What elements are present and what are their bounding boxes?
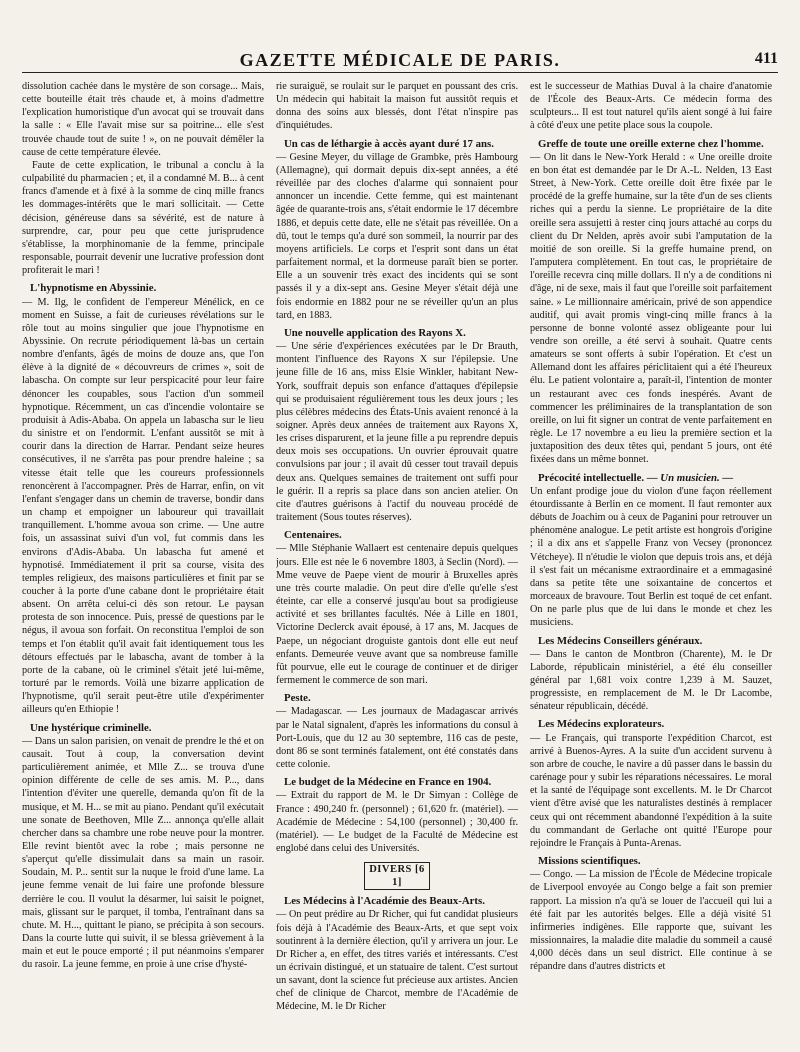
article-body-precocite: Un enfant prodige joue du violon d'une façon réellement étourdissante à Berlin en ce moment. Il faut remonter aux débuts de Joachim ou à ceux de Paganini pour retrouver un phénomène analogue. Le petit artiste est hongrois d'origine ; il a dix ans et s'appelle Franz von Vecsey (prononcez Vétcheye). Il n'étudie le violon que depuis trois ans, et déjà il s'est fait un mécanisme extraordinaire et a emmagasiné dans sa petite tête une soixantaine de concertos et morceaux de bravoure. Tout Berlin est toqué de cet enfant. On ne parle plus que de lui dans le monde et chez les musiciens. [530,485,772,629]
article-heading-peste: Peste. [284,692,311,705]
article-body-budget: — Extrait du rapport de M. le Dr Simyan : Collège de France : 490,240 fr. (personnel) ; 61,620 fr. (matériel). — Académie de Médecine : 54,100 (personnel) ; 30,400 fr. (matériel). — Le budget de la Faculté de Médecine est englobé dans celui des Universités. [276,790,518,854]
section-label-divers: DIVERS [6 1] [364,862,430,890]
article-heading-lethargie: Un cas de léthargie à accès ayant duré 17 ans. [284,137,494,150]
article-body-explorateurs: — Le Français, qui transporte l'expédition Charcot, est arrivé à Buenos-Ayres. A la suite d'un accident survenu à son arbre de couche, le navire a dû passer dans le bassin du carénage pour y subir les réparations nécessaires. Le moral et la santé de l'équipage sont excellents. M. le Dr Charcot vient d'être avisé que les naturalistes destinés à remplacer ceux qui ont récemment abandonné l'expédition à la suite du commandant de Gerlache ont quitté l'Europe pour rejoindre le Français à Punta-Arenas. [530,732,772,849]
article-body-hypnotisme: — M. Ilg, le confident de l'empereur Ménélick, en ce moment en Suisse, a fait de curieuses révélations sur le rôle tout au moins singulier que joue l'hypnotisme en Abyssinie. On recrute périodiquement là-bas un certain nombre d'enfants, âgés de moins de douze ans, que l'on élève à la dignité de « découvreurs de crimes », soit de labascha. On compte sur leur perspicacité pour leur faire dénoncer les coupables, sous l'action d'un sommeil hypnotique. Récemment, un cas d'incendie volontaire se produisit à Adis-Ababa. On appela un labascha sur le lieu du sinistre et on l'endormit. L'enfant aussitôt se mit à courir dans la direction de Harrar. Pendant seize heures consécutives, il ne s'arrêta pas pour prendre haleine ; sa vitesse était telle que les coureurs professionnels renoncèrent à l'accompagner. Près de Harrar, enfin, on vit l'enfant s'engager dans un chemin de traverse, bondir dans un champ et empoigner un laboureur qui travaillait tranquillement. L'homme avoua son crime. — Une autre fois, un assassinat suivi d'un vol, fut commis dans les environs d'Adis-Ababa. Un labascha fut amené et hypnotisé. Immédiatement il prit sa course, visita des temples religieux, des maisons particulières et finit par se coucher à la porte d'une cabane dont le propriétaire était absent. On arrêta celui-ci dès son retour. Le paysan protesta de son innocence. Puis, pressé de questions par le négus, il avoua son forfait. On reconstitua l'emploi de son temps et l'on établit qu'il avait fait identiquement tous les détours effectués par le labascha, avant de tomber à la porte de la cabane, où le criminel s'était jeté lui-même, torturé par le remords. Voilà une bizarre application de l'hypnotisme, qu'il serait peut-être utile d'expérimenter ailleurs qu'en Ethiopie ! [22,296,264,716]
article-heading-explorateurs: Les Médecins explorateurs. [538,718,665,731]
article-heading-hysterique: Une hystérique criminelle. [30,721,152,734]
heading-subtitle: — Un musicien. — [646,471,734,484]
article-body-conseillers: — Dans le canton de Montbron (Charente), M. le Dr Laborde, républicain ministériel, a été élu conseiller général par 1,681 voix contre 1,239 à M. Sauzet, progressiste, en remplacement de M. le Dr Lacombe, sénateur républicain, décédé. [530,648,772,713]
column-1 [22,80,264,1042]
heading-text: Précocité intellectuelle. [538,471,645,484]
page-number: 411 [754,50,778,67]
paragraph: est le successeur de Mathias Duval à la chaire d'anatomie de l'École des Beaux-Arts. Ce médecin forma des sculpteurs... Il est tout naturel qu'ils aient songé à lui faire à côté d'eux une petite place sous la coupole. [530,81,772,132]
paragraph: dissolution cachée dans le mystère de son corsage... Mais, cette bouteille était très chaude et, à moins d'admettre l'explication humoristique d'un avocat qui se trouvait dans la salle : « Elle l'avait mise sur sa poitrine... elle s'est trouvée chaude tout de suite ! », on ne pouvait démêler la cause de cette température élevée. [22,81,264,158]
column-2 [276,80,518,1042]
article-body-rayons: — Une série d'expériences exécutées par le Dr Brauth, montent l'influence des Rayons X sur l'épilepsie. Une jeune fille de 16 ans, miss Elsie Winkler, habitant New-York, souffrait depuis son enfance d'attaques d'épilepsie qui se produisaient régulièrement tous les deux jours ; les plus célèbres médecins des États-Unis avaient renoncé à la soigner. Après deux années de traitement aux Rayons X, les crises disparurent, et la jeune fille a pu reprendre depuis deux mois ses occupations. Un ouvrier éprouvait quatre convulsions par jour ; il avait dû cesser tout travail depuis deux ans. Quelques semaines de traitement ont suffi pour le guérir. Il a repris sa place dans son ancien atelier. On cite d'autres guérisons à l'actif du nouveau procédé de traitement (Sous toutes réserves). [276,341,518,524]
article-body-peste: — Madagascar. — Les journaux de Madagascar arrivés par le Natal signalent, d'après les informations du consul à Port-Louis, que du 12 au 30 septembre, 116 cas de peste, dont 86 se sont terminés fatalement, ont été constatés dans cette colonie. [276,706,518,770]
article-heading-rayons: Une nouvelle application des Rayons X. [284,326,466,339]
article-body-academie: — On peut prédire au Dr Richer, qui fut candidat plusieurs fois déjà à l'Académie des Beaux-Arts, et que sept voix soutinrent à la dernière élection, qu'il y arrivera un jour. Le Dr Richer a, en effet, des titres variés et intéressants. C'est un écrivain distingué, et un statuaire de talent. C'est surtout un savant, dont la science fut précieuse aux artistes. Ancien chef de clinique de Charcot, membre de l'Académie de Médecine, M. le Dr Richer [276,909,518,1013]
article-heading-centenaires: Centenaires. [284,529,342,542]
article-heading-greffe: Greffe de toute une oreille externe chez l'homme. [538,137,764,150]
article-heading-conseillers: Les Médecins Conseillers généraux. [538,634,703,647]
article-body-centenaires: — Mlle Stéphanie Wallaert est centenaire depuis quelques jours. Elle est née le 6 novembre 1803, à Seclin (Nord). — Mme veuve de Paepe vient de mourir à Bruxelles après une très courte maladie. On peut dire d'elle qu'elle s'est éteinte, car elle a conservé jusqu'au bout sa prodigieuse activité et ses brillantes facultés. Née à Lille en 1801, Victorine Declerck avait épousé, à 17 ans, M. Jacques de Paepe, un négociant droguiste gantois dont elle eut neuf enfants. Demeurée veuve avant que sa nombreuse famille fût pourvue, elle eut le courage de continuer et de diriger fermement le commerce de son mari. [276,543,518,687]
article-body-lethargie: — Gesine Meyer, du village de Grambke, près Hambourg (Allemagne), qui dormait depuis dix-sept années, a été réveillée par des cloches d'alarme qui sonnaient pour annoncer un incendie. Cette femme, qui est maintenant âgée de quarante-trois ans, s'était endormie le 17 décembre 1886, et depuis cette date, elle ne s'était pas réveillée. On a dû, tout le temps qu'a duré son sommeil, la nourrir par des moyens artificiels. Le corps et l'esprit sont dans un état parfaitement normal, et la dormeuse paraît bien se porter. Elle a un souvenir très exact des incidents qui se sont passés il y a dix-sept ans. Gesine Meyer s'était déjà une fois endormie en 1882 pour ne se réveiller qu'un an plus tard, en 1883. [276,151,518,321]
article-heading-precocite [530,472,772,485]
running-title: GAZETTE MÉDICALE DE PARIS. [239,50,561,70]
column-3 [530,80,772,1042]
article-heading-budget: Le budget de la Médecine en France en 1904. [284,776,492,789]
article-body-hysterique: — Dans un salon parisien, on venait de prendre le thé et on causait. Tout à coup, la conversation devint particulièrement animée, et Mlle Z... se trouva d'une opinion différente de celle de ses amis. M. P..., dans l'intention d'éviter une querelle, demanda qu'on fît de la musique, et M. H... se mit au piano. Pendant qu'il exécutait une sonate de Beethoven, Mlle Z... annonça qu'elle allait chercher dans sa chambre une robe neuve pour la montrer. Elle revint bientôt avec la robe ; mais personne ne s'aperçut qu'elle dissimulait dans sa main un rasoir. Soudain, M. P... sentit sur la nuque le froid d'une lame. La jeune femme venait de lui faire une profonde blessure derrière le cou. Il voulut la désarmer, lui saisit le poignet, mais, glissant sur le parquet, il tomba, l'entraînant dans sa chute. M. H..., quittant le piano, se précipita à son secours. Dans la courte lutte qui suivit, il se blessa grièvement à la main et eut le pouce emporté ; il put néanmoins s'emparer du rasoir. La jeune femme, en proie à une crise d'hysté- [22,735,264,971]
paragraph: rie suraiguë, se roulait sur le parquet en poussant des cris. Un médecin qui habitait la maison fut aussitôt requis et donna des soins aux blessés, dont l'état n'inspire pas d'inquiétudes. [276,81,518,132]
article-heading-academie: Les Médecins à l'Académie des Beaux-Arts. [284,895,485,908]
article-heading-hypnotisme: L'hypnotisme en Abyssinie. [30,282,157,295]
paragraph: Faute de cette explication, le tribunal a conclu à la culpabilité du pharmacien ; et, il a condamné M. B... à cent francs d'amende et à fixé à la somme de cinq mille francs les dommages-intérêts que le mari sollicitait. — Cette décision, généreuse dans sa sévérité, est de nature à surprendre, car, pour peu que cette jurisprudence s'établisse, la morphinomanie de la femme, principale responsable, pourrait devenir une lucrative profession dont profiterait le mari ! [22,159,264,277]
article-heading-missions: Missions scientifiques. [538,855,641,868]
article-body-greffe: — On lit dans le New-York Herald : « Une oreille droite en bon état est demandée par le Dr A.-L. Nelden, 13 East Street, à New-York. Cette oreille doit être fixée par le procédé de la greffe humaine, sur la tête d'un de ses clients riches qui a perdu la sienne. Le propriétaire de la dite oreille sera assujetti à rester cinq jours attaché au corps du client du Dr Nelden, après avoir subi l'amputation de la moitié de son oreille. Si la greffe humaine prend, on l'amputera complètement. En tout cas, le propriétaire de l'oreille recevra cinq mille dollars. Il n'y a de conditions ni d'âge, ni de sexe, mais il faut que l'oreille soit parfaitement saine. » Le millionnaire américain, privé de son appendice auditif, qui avait promis vingt-cinq mille francs à la personne de bonne volonté assez obligeante pour lui vendre son oreille, a été servi à souhait. Quatre cents amateurs se sont offerts à subir l'opération. Et c'est un Allemand dont les affaires périclitaient qui a été l'heureux élu. Le patient volontaire a, paraît-il, l'intention de monter un restaurant avec ces fonds inespérés. Avant de commencer les préliminaires de la transplantation de son oreille, on lui fit signer un contrat de vente parfaitement en règle. Le 17 novembre a eu lieu la première section et la juxtaposition des deux têtes qui, pendant 5 jours, ont été fixées dans un même bonnet. [530,151,772,466]
article-body-missions: — Congo. — La mission de l'École de Médecine tropicale de Liverpool envoyée au Congo belge a fait son premier rapport. La mission n'a qu'à se louer de l'accueil qui lui a été fait par les autorités belges. Elle a déjà visité 51 infirmeries indigènes. Elle rapporte que, suivant les missionnaires, la maladie dite maladie du sommeil a causé 4,000 décès dans un seul district. Elle continue à se répandre dans d'autres districts et [530,869,772,973]
page-header [22,50,778,73]
